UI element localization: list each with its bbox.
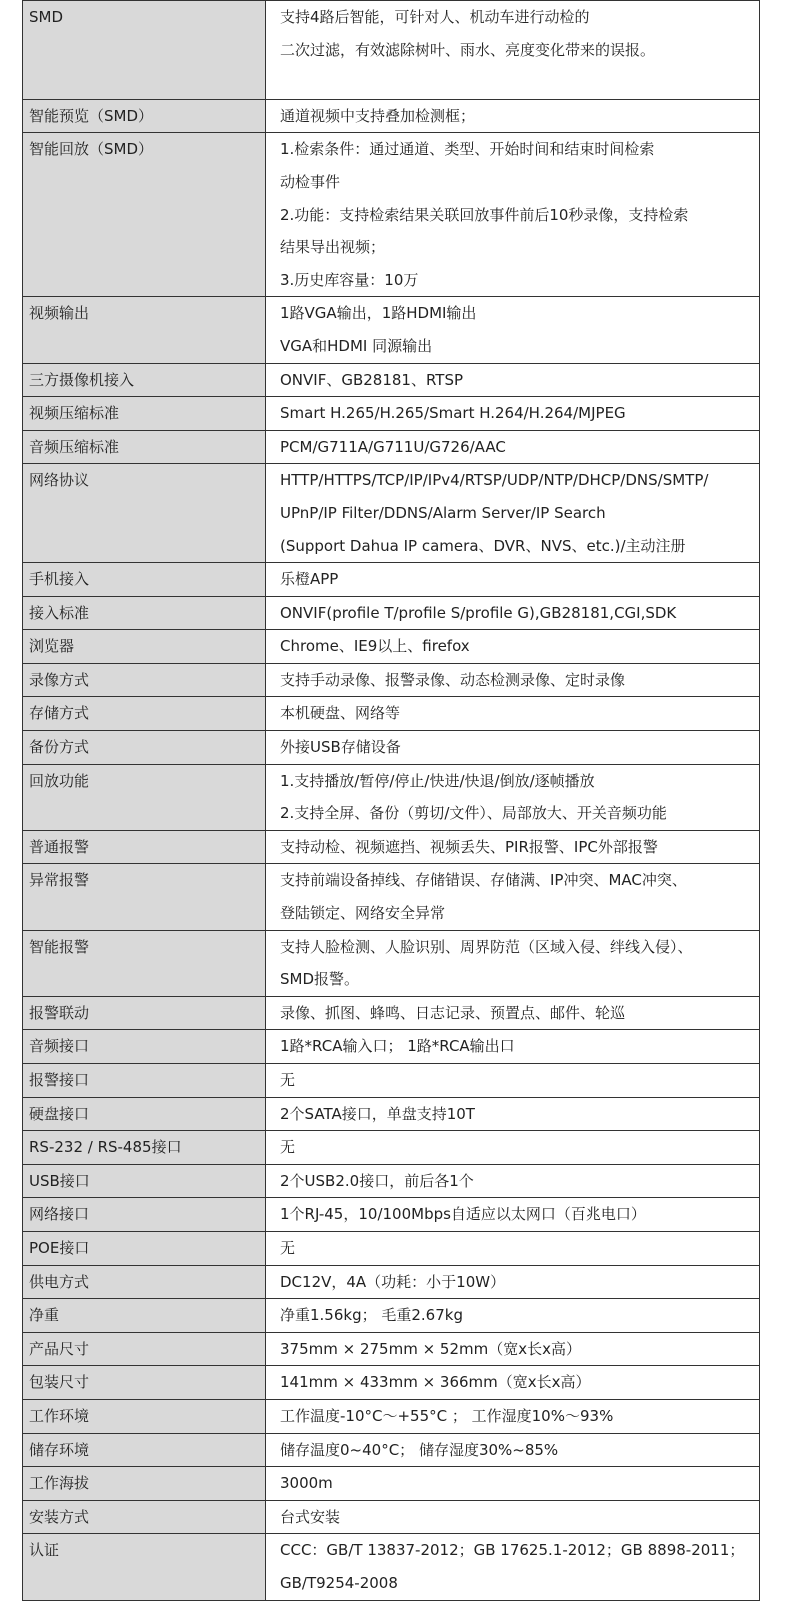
spec-label: 报警接口 bbox=[23, 1064, 266, 1098]
spec-row bbox=[23, 563, 760, 597]
spec-value-line: Chrome、IE9以上、firefox bbox=[280, 637, 470, 656]
spec-label: 供电方式 bbox=[23, 1265, 266, 1299]
spec-value-line: 3.历史库容量：10万 bbox=[280, 270, 419, 289]
spec-value bbox=[266, 1164, 760, 1198]
spec-value bbox=[266, 1064, 760, 1098]
spec-value bbox=[266, 297, 760, 363]
spec-row bbox=[23, 397, 760, 431]
spec-row bbox=[23, 1, 760, 100]
spec-value bbox=[266, 930, 760, 996]
spec-label: 普通报警 bbox=[23, 830, 266, 864]
spec-value-line: DC12V，4A（功耗：小于10W） bbox=[280, 1272, 506, 1291]
spec-row bbox=[23, 1030, 760, 1064]
spec-table-body bbox=[23, 1, 760, 1601]
spec-value-line: 结果导出视频； bbox=[280, 238, 386, 257]
spec-row bbox=[23, 630, 760, 664]
spec-label: 三方摄像机接入 bbox=[23, 363, 266, 397]
spec-value bbox=[266, 563, 760, 597]
spec-row bbox=[23, 1332, 760, 1366]
spec-label: 回放功能 bbox=[23, 764, 266, 830]
spec-value bbox=[266, 1332, 760, 1366]
spec-value-line: 1路*RCA输入口； 1路*RCA输出口 bbox=[280, 1037, 515, 1056]
spec-value bbox=[266, 1231, 760, 1265]
spec-value-line: 375mm × 275mm × 52mm（宽x长x高） bbox=[280, 1339, 581, 1358]
spec-label: 储存环境 bbox=[23, 1433, 266, 1467]
spec-value-line: UPnP/IP Filter/DDNS/Alarm Server/IP Search bbox=[280, 503, 606, 522]
spec-label: 浏览器 bbox=[23, 630, 266, 664]
spec-label: 智能回放（SMD） bbox=[23, 133, 266, 297]
spec-label: 工作海拔 bbox=[23, 1467, 266, 1501]
spec-label: 视频压缩标准 bbox=[23, 397, 266, 431]
spec-value-line: 储存温度0~40°C； 储存湿度30%~85% bbox=[280, 1440, 559, 1459]
spec-value bbox=[266, 1, 760, 100]
spec-value-line: 录像、抓图、蜂鸣、日志记录、预置点、邮件、轮巡 bbox=[280, 1003, 626, 1022]
spec-value-line: 动检事件 bbox=[280, 172, 341, 191]
spec-value bbox=[266, 1131, 760, 1165]
spec-value-line: 3000m bbox=[280, 1474, 333, 1493]
spec-value bbox=[266, 1265, 760, 1299]
spec-row bbox=[23, 1198, 760, 1232]
spec-row bbox=[23, 1433, 760, 1467]
spec-value-line: 2.支持全屏、备份（剪切/文件）、局部放大、开关音频功能 bbox=[280, 804, 667, 823]
spec-value bbox=[266, 397, 760, 431]
spec-row bbox=[23, 1299, 760, 1333]
spec-row bbox=[23, 1097, 760, 1131]
spec-value-line: 2个USB2.0接口，前后各1个 bbox=[280, 1171, 474, 1190]
spec-row bbox=[23, 297, 760, 363]
spec-label: 产品尺寸 bbox=[23, 1332, 266, 1366]
spec-label: 工作环境 bbox=[23, 1399, 266, 1433]
spec-value-line: 2个SATA接口，单盘支持10T bbox=[280, 1104, 475, 1123]
spec-value-line: PCM/G711A/G711U/G726/AAC bbox=[280, 437, 506, 456]
spec-value-line: GB/T9254-2008 bbox=[280, 1573, 398, 1592]
spec-value bbox=[266, 731, 760, 765]
spec-value-line: 乐橙APP bbox=[280, 570, 339, 589]
spec-label: USB接口 bbox=[23, 1164, 266, 1198]
spec-value-line: 1个RJ-45，10/100Mbps自适应以太网口（百兆电口） bbox=[280, 1205, 646, 1224]
spec-value bbox=[266, 99, 760, 133]
spec-label: 认证 bbox=[23, 1534, 266, 1600]
spec-value bbox=[266, 1030, 760, 1064]
spec-value-line: (Support Dahua IP camera、DVR、NVS、etc.)/主动注册 bbox=[280, 536, 686, 555]
spec-label: 存储方式 bbox=[23, 697, 266, 731]
spec-value-line: 无 bbox=[280, 1138, 296, 1157]
spec-value-line: 本机硬盘、网络等 bbox=[280, 704, 401, 723]
spec-row bbox=[23, 1500, 760, 1534]
spec-row bbox=[23, 1265, 760, 1299]
spec-label: 音频压缩标准 bbox=[23, 430, 266, 464]
spec-value-line: SMD报警。 bbox=[280, 970, 360, 989]
spec-value bbox=[266, 1433, 760, 1467]
spec-value-line: 无 bbox=[280, 1071, 296, 1089]
spec-value bbox=[266, 596, 760, 630]
spec-label: 智能预览（SMD） bbox=[23, 99, 266, 133]
spec-label: 录像方式 bbox=[23, 663, 266, 697]
spec-value bbox=[266, 1467, 760, 1501]
spec-value bbox=[266, 830, 760, 864]
spec-value bbox=[266, 1097, 760, 1131]
spec-value-line: 支持4路后智能，可针对人、机动车进行动检的 bbox=[280, 8, 590, 26]
spec-value-line: 1路VGA输出，1路HDMI输出 bbox=[280, 304, 477, 323]
spec-value-line: 通道视频中支持叠加检测框； bbox=[280, 106, 476, 125]
spec-value-line: ONVIF(profile T/profile S/profile G),GB28181,CGI,SDK bbox=[280, 603, 677, 622]
spec-value bbox=[266, 697, 760, 731]
spec-value-line: 支持手动录像、报警录像、动态检测录像、定时录像 bbox=[280, 670, 626, 689]
spec-value bbox=[266, 1399, 760, 1433]
spec-label: 网络接口 bbox=[23, 1198, 266, 1232]
spec-label: 备份方式 bbox=[23, 731, 266, 765]
spec-value-line: 支持动检、视频遮挡、视频丢失、PIR报警、IPC外部报警 bbox=[280, 837, 658, 856]
spec-row bbox=[23, 363, 760, 397]
spec-row bbox=[23, 930, 760, 996]
spec-label: 报警联动 bbox=[23, 996, 266, 1030]
spec-row bbox=[23, 663, 760, 697]
spec-value-line: 工作温度-10°C～+55°C ； 工作湿度10%～93% bbox=[280, 1406, 614, 1425]
spec-label: 视频输出 bbox=[23, 297, 266, 363]
spec-value-line: 支持前端设备掉线、存储错误、存储满、IP冲突、MAC冲突、 bbox=[280, 871, 687, 890]
spec-value-line: HTTP/HTTPS/TCP/IP/IPv4/RTSP/UDP/NTP/DHCP/DNS/SMTP/ bbox=[280, 471, 709, 490]
spec-value-line: 台式安装 bbox=[280, 1507, 341, 1526]
spec-table bbox=[22, 0, 760, 1601]
spec-value-line: Smart H.265/H.265/Smart H.264/H.264/MJPEG bbox=[280, 404, 626, 423]
spec-value bbox=[266, 764, 760, 830]
spec-row bbox=[23, 1164, 760, 1198]
spec-label: 接入标准 bbox=[23, 596, 266, 630]
spec-value bbox=[266, 630, 760, 664]
spec-value-line: 无 bbox=[280, 1238, 296, 1257]
spec-value-line: 外接USB存储设备 bbox=[280, 738, 401, 757]
spec-row bbox=[23, 99, 760, 133]
spec-label: 安装方式 bbox=[23, 1500, 266, 1534]
spec-row bbox=[23, 1064, 760, 1098]
spec-value bbox=[266, 1198, 760, 1232]
spec-label: POE接口 bbox=[23, 1231, 266, 1265]
spec-value-line: 净重1.56kg； 毛重2.67kg bbox=[280, 1306, 463, 1325]
spec-value bbox=[266, 430, 760, 464]
spec-value-line: ONVIF、GB28181、RTSP bbox=[280, 370, 464, 389]
spec-value-line: 1.检索条件：通过通道、类型、开始时间和结束时间检索 bbox=[280, 140, 655, 159]
spec-value bbox=[266, 1366, 760, 1400]
spec-row bbox=[23, 864, 760, 930]
spec-value-line: 1.支持播放/暂停/停止/快进/快退/倒放/逐帧播放 bbox=[280, 771, 595, 790]
spec-label: 音频接口 bbox=[23, 1030, 266, 1064]
spec-value bbox=[266, 363, 760, 397]
spec-value-line: 二次过滤，有效滤除树叶、雨水、亮度变化带来的误报。 bbox=[280, 40, 656, 59]
spec-value-line: CCC：GB/T 13837-2012；GB 17625.1-2012；GB 8898-2011； bbox=[280, 1541, 745, 1560]
spec-row bbox=[23, 430, 760, 464]
spec-label: 网络协议 bbox=[23, 464, 266, 563]
spec-value-spacer bbox=[280, 66, 759, 99]
spec-value bbox=[266, 1500, 760, 1534]
spec-value bbox=[266, 996, 760, 1030]
spec-label: RS-232 / RS-485接口 bbox=[23, 1131, 266, 1165]
spec-value bbox=[266, 864, 760, 930]
spec-row bbox=[23, 464, 760, 563]
spec-row bbox=[23, 1231, 760, 1265]
spec-value-line: 2.功能：支持检索结果关联回放事件前后10秒录像，支持检索 bbox=[280, 205, 689, 224]
spec-row bbox=[23, 133, 760, 297]
spec-row bbox=[23, 697, 760, 731]
spec-row bbox=[23, 996, 760, 1030]
spec-row bbox=[23, 1131, 760, 1165]
spec-row bbox=[23, 1366, 760, 1400]
spec-value bbox=[266, 1299, 760, 1333]
spec-value-line: 登陆锁定、网络安全异常 bbox=[280, 904, 446, 923]
spec-row bbox=[23, 830, 760, 864]
spec-value bbox=[266, 133, 760, 297]
spec-value-line: 支持人脸检测、人脸识别、周界防范（区域入侵、绊线入侵）、 bbox=[280, 937, 693, 956]
spec-label: SMD bbox=[23, 1, 266, 100]
spec-row bbox=[23, 764, 760, 830]
spec-label: 包装尺寸 bbox=[23, 1366, 266, 1400]
spec-value bbox=[266, 464, 760, 563]
spec-label: 净重 bbox=[23, 1299, 266, 1333]
spec-label: 异常报警 bbox=[23, 864, 266, 930]
spec-row bbox=[23, 731, 760, 765]
spec-value-line: 141mm × 433mm × 366mm（宽x长x高） bbox=[280, 1373, 591, 1392]
spec-row bbox=[23, 596, 760, 630]
spec-row bbox=[23, 1399, 760, 1433]
spec-label: 手机接入 bbox=[23, 563, 266, 597]
spec-value bbox=[266, 663, 760, 697]
spec-label: 硬盘接口 bbox=[23, 1097, 266, 1131]
spec-label: 智能报警 bbox=[23, 930, 266, 996]
spec-row bbox=[23, 1467, 760, 1501]
spec-value-line: VGA和HDMI 同源输出 bbox=[280, 336, 433, 355]
spec-value bbox=[266, 1534, 760, 1600]
spec-row bbox=[23, 1534, 760, 1600]
